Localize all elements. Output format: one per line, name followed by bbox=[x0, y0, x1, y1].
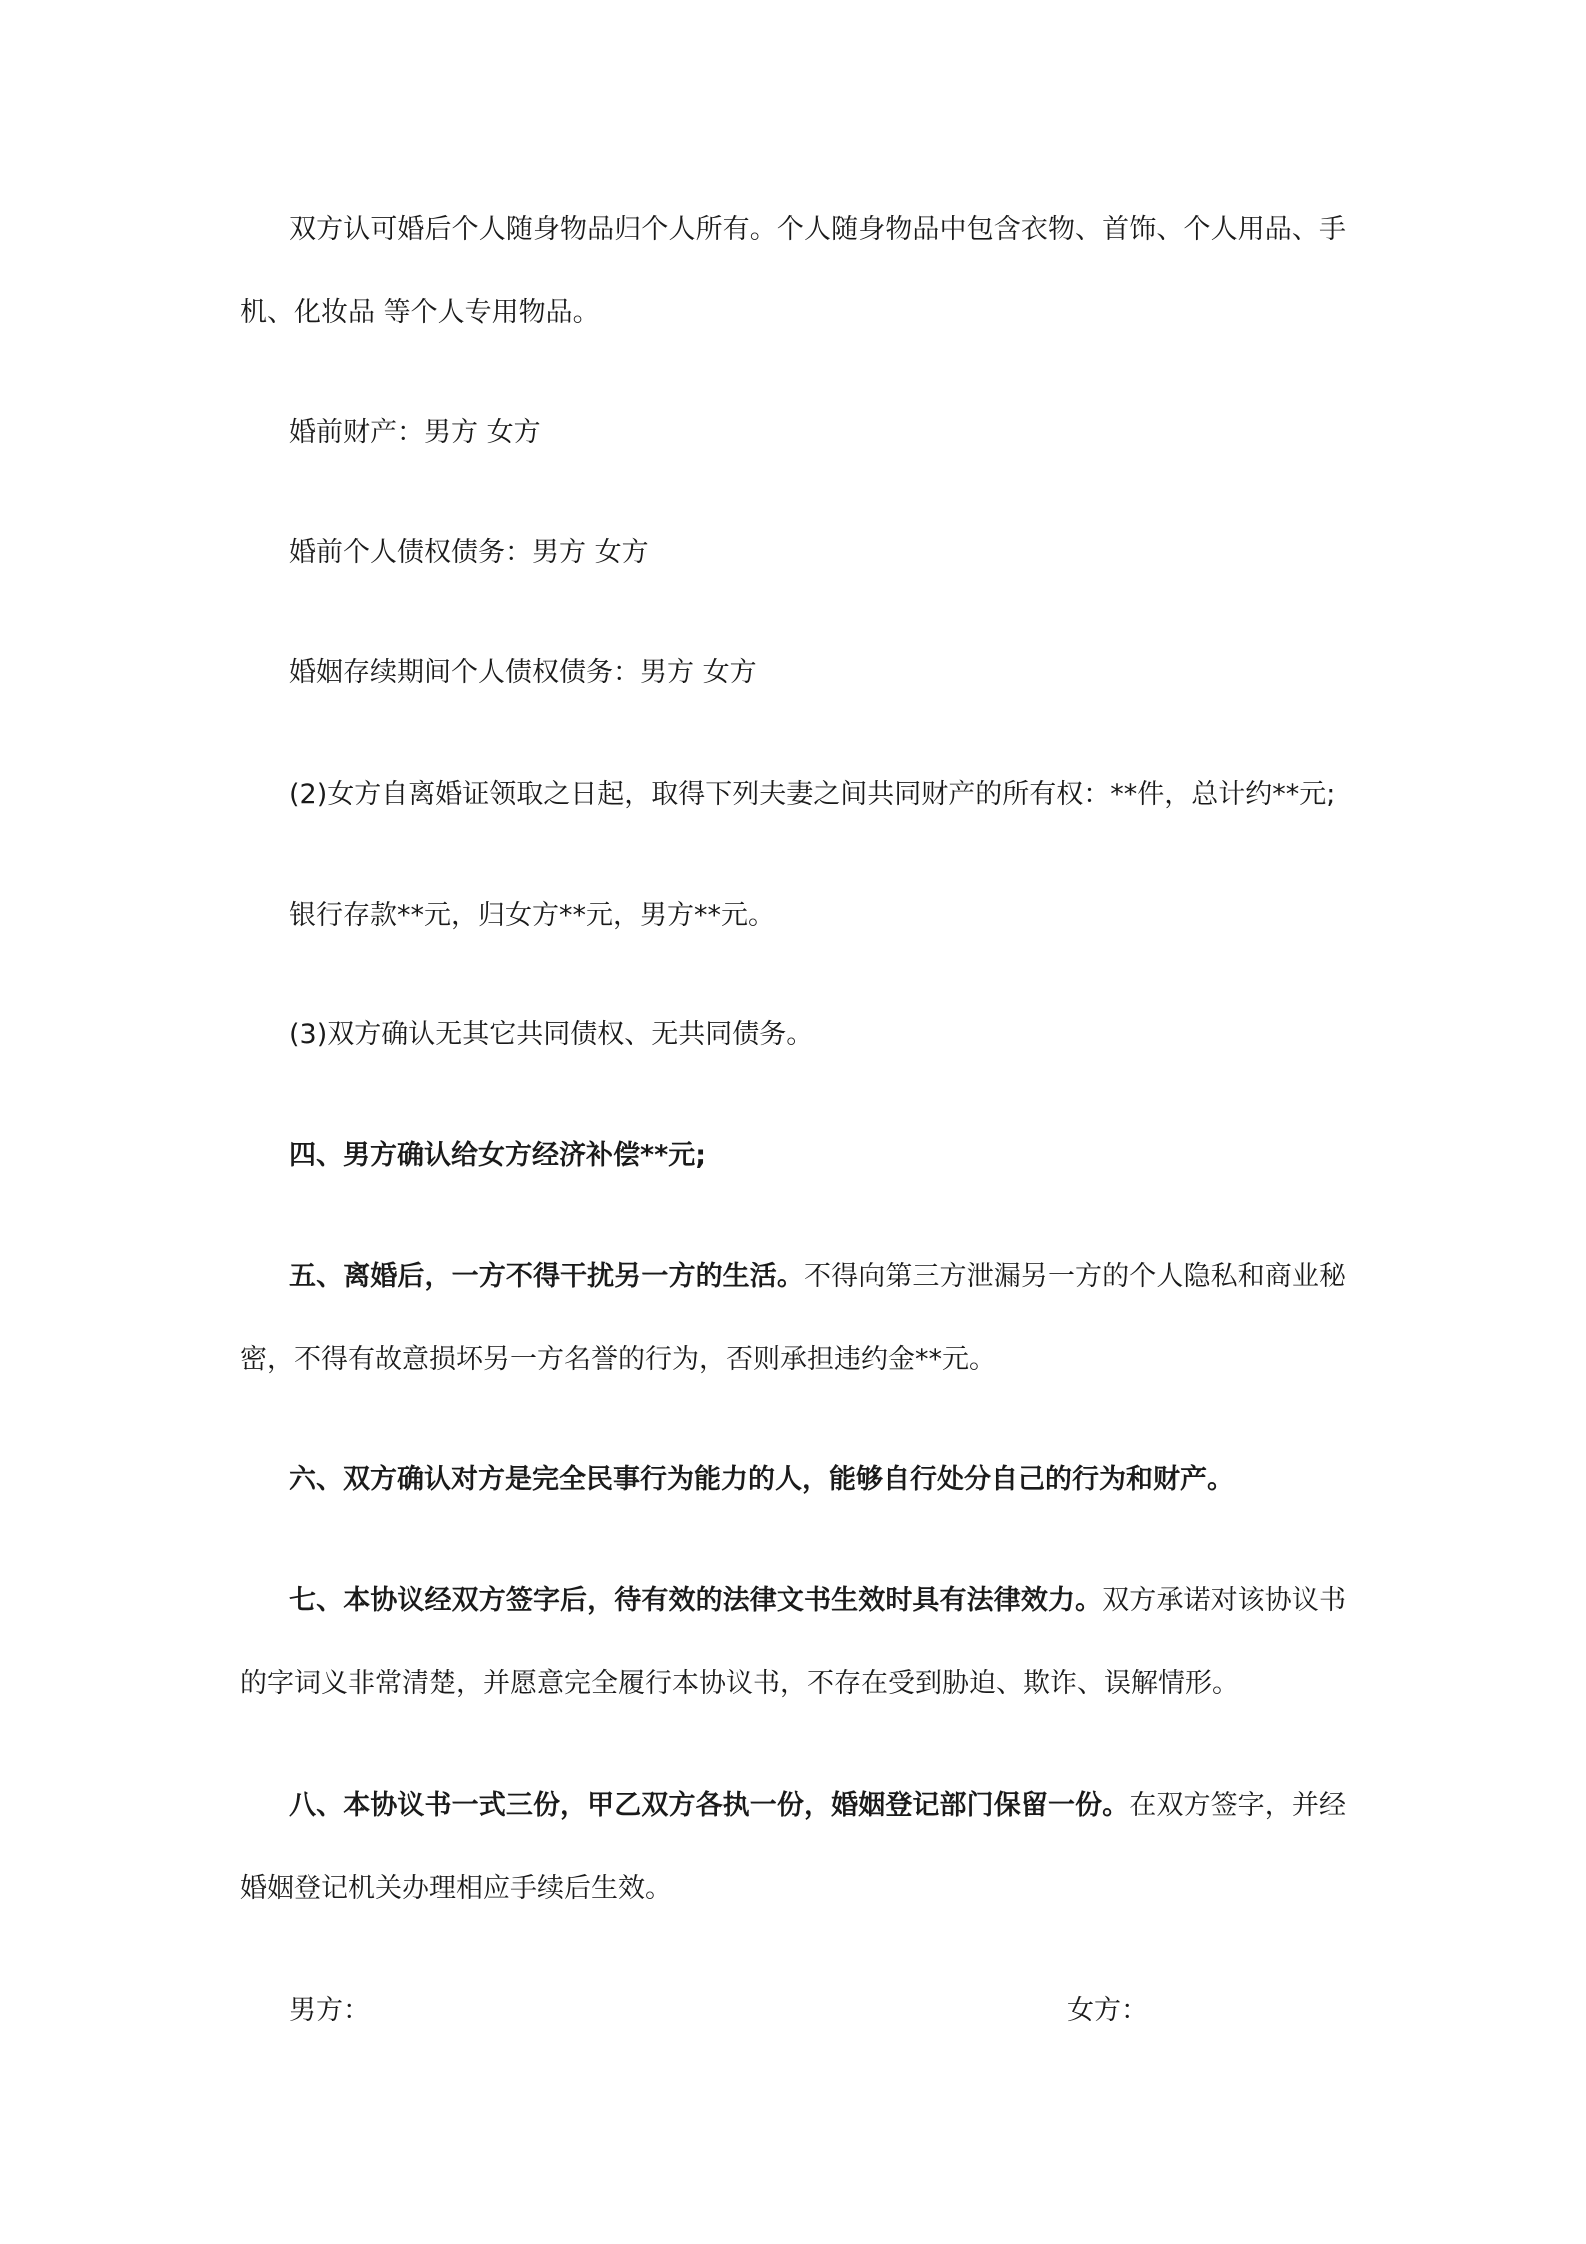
clause-text: 在双方签字，并经婚姻登记机关办理相应手续后生效。 bbox=[240, 1790, 1347, 1904]
paragraph-female-property bbox=[240, 753, 1346, 836]
paragraph-marriage-debts bbox=[240, 631, 1346, 714]
clause-seven bbox=[240, 1559, 1346, 1725]
clause-four bbox=[240, 1114, 1346, 1197]
paragraph-text: 银行存款**元，归女方**元，男方**元。 bbox=[289, 900, 775, 931]
paragraph-text: 双方认可婚后个人随身物品归个人所有。个人随身物品中包含衣物、首饰、个人用品、手机、化妆品 等个人专用物品。 bbox=[240, 214, 1346, 328]
paragraph-text: 婚前个人债权债务：男方 女方 bbox=[289, 537, 649, 568]
clause-text: 双方承诺对该协议书的字词义非常清楚，并愿意完全履行本协议书，不存在受到胁迫、欺诈、误解情形。 bbox=[240, 1585, 1346, 1699]
clause-text: 不得向第三方泄漏另一方的个人隐私和商业秘密，不得有故意损坏另一方名誉的行为，否则承担违约金**元。 bbox=[240, 1261, 1346, 1375]
clause-bold-text: 七、本协议经双方签字后，待有效的法律文书生效时具有法律效力。 bbox=[289, 1585, 1103, 1616]
clause-bold-text: 六、双方确认对方是完全民事行为能力的人，能够自行处分自己的行为和财产。 bbox=[289, 1464, 1234, 1495]
paragraph-premarital-debts bbox=[240, 511, 1346, 594]
clause-bold-text: 四、男方确认给女方经济补偿**元; bbox=[289, 1140, 707, 1171]
paragraph-text: (3)双方确认无其它共同债权、无共同债务。 bbox=[289, 1019, 814, 1050]
paragraph-personal-items bbox=[240, 188, 1346, 354]
male-signature-label: 男方： bbox=[289, 1995, 370, 2026]
clause-bold-text: 五、离婚后，一方不得干扰另一方的生活。 bbox=[289, 1261, 804, 1292]
paragraph-text: 婚姻存续期间个人债权债务：男方 女方 bbox=[289, 657, 757, 688]
clause-five bbox=[240, 1235, 1346, 1401]
paragraph-no-common-debts bbox=[240, 993, 1346, 1076]
paragraph-text: 婚前财产：男方 女方 bbox=[289, 417, 541, 448]
paragraph-premarital-property bbox=[240, 391, 1346, 474]
paragraph-text: (2)女方自离婚证领取之日起，取得下列夫妻之间共同财产的所有权：**件，总计约**元; bbox=[289, 779, 1336, 810]
clause-six bbox=[240, 1438, 1346, 1521]
clause-eight bbox=[240, 1764, 1346, 1930]
female-signature-label: 女方： bbox=[1067, 1995, 1148, 2026]
paragraph-bank-deposit bbox=[240, 874, 1346, 957]
clause-bold-text: 八、本协议书一式三份，甲乙双方各执一份，婚姻登记部门保留一份。 bbox=[289, 1790, 1130, 1821]
